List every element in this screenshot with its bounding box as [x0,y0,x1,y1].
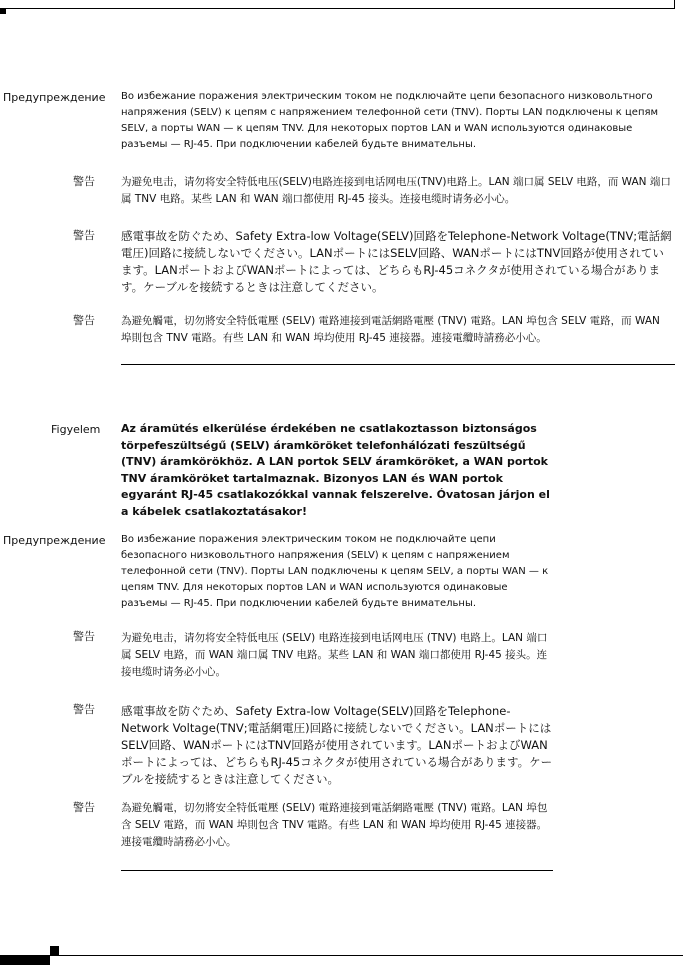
warning-label-zh-cn: 警告 [73,175,95,188]
warning-label-zh-cn-2: 警告 [73,630,95,643]
top-rule [0,8,675,9]
warning-label-ru: Предупреждение [3,91,106,104]
warning-text-ja: 感電事故を防ぐため、Safety Extra-low Voltage(SELV)回路をTelephone-Network Voltage(TNV;電話網電圧)回路に接続しないでください。LANポートにはSELV回路、WANポートにはTNV回路が使用されています。LANポートおよびWANポートによっては、どちらもRJ-45コネクタが使用されている場合があります。ケーブルを接続するときは注意してください。 [121,229,672,294]
warning-text-zh-tw-2: 為避免觸電，切勿將安全特低電壓 (SELV) 電路連接到電話網路電壓 (TNV) 電路。LAN 埠包含 SELV 電路，而 WAN 埠則包含 TNV 電路。有些 LAN 和 WAN 埠均使用 RJ-45 連接器。連接電纜時請務必小心。 [121,802,548,848]
warning-label-ja: 警告 [73,229,95,242]
warning-label-ru-2: Предупреждение [3,534,106,547]
top-tick [674,0,675,9]
warning-label-hu: Figyelem [51,423,101,436]
section-divider [121,364,675,365]
warning-text-zh-cn-2: 为避免电击，请勿将安全特低电压 (SELV) 电路连接到电话网电压 (TNV) 电路上。LAN 端口属 SELV 电路，而 WAN 端口属 TNV 电路。某些 LAN 和 WAN 端口都使用 RJ-45 接头。连接电缆时请务必小心。 [121,632,548,678]
footer-rule [0,955,683,956]
warning-label-ja-2: 警告 [73,703,95,716]
warning-text-ja-2: 感電事故を防ぐため、Safety Extra-low Voltage(SELV)回路をTelephone-Network Voltage(TNV;電話網電圧)回路に接続しないでください。LANポートにはSELV回路、WANポートにはTNV回路が使用されています。LANポートおよびWANポートによっては、どちらもRJ-45コネクタが使用されている場合があります。ケーブルを接続するときは注意してください。 [121,704,553,786]
warning-text-zh-cn: 为避免电击，请勿将安全特低电压(SELV)电路连接到电话网电压(TNV)电路上。LAN 端口属 SELV 电路，而 WAN 端口属 TNV 电路。某些 LAN 和 WAN 端口都使用 RJ-45 接头。连接电缆时请务必小心。 [121,176,671,205]
corner-mark [0,8,6,14]
warning-text-ru: Во избежание поражения электрическим током не подключайте цепи безопасного низковольтного напряжения (SELV) к цепям с напряжением телефонной сети (TNV). Порты LAN подключены к цепям SELV, а порты WAN — к цепям TNV. Для некоторых портов LAN и WAN используются одинаковые разъемы — RJ-45. При подключении кабелей будьте внимательны. [121,91,659,150]
section-divider-2 [121,870,553,871]
warning-label-zh-tw-2: 警告 [73,801,95,814]
warning-label-zh-tw: 警告 [73,314,95,327]
warning-text-ru-2: Во избежание поражения электрическим током не подключайте цепи безопасного низковольтного напряжения (SELV) к цепям с напряжением телефонной сети (TNV). Порты LAN подключены к цепям SELV, а порты WAN — к цепям TNV. Для некоторых портов LAN и WAN используются одинаковые разъемы — RJ-45. При подключении кабелей будьте внимательны. [121,534,549,609]
footer-bar [0,956,50,965]
warning-text-hu: Az áramütés elkerülése érdekében ne csatlakoztasson biztonságos törpefeszültségű (SELV) áramköröket telefonhálózati feszültségű (TNV) áramkörökhöz. A LAN portok SELV áramköröket, a WAN portok TNV áramköröket tartalmaznak. Bizonyos LAN és WAN portok egyaránt RJ-45 csatlakozókkal vannak felszerelve. Óvatosan járjon el a kábelek csatlakoztatásakor! [121,422,550,518]
footer-square [50,946,59,955]
warning-text-zh-tw: 為避免觸電，切勿將安全特低電壓 (SELV) 電路連接到電話網路電壓 (TNV) 電路。LAN 埠包含 SELV 電路，而 WAN 埠則包含 TNV 電路。有些 LAN 和 WAN 埠均使用 RJ-45 連接器。連接電纜時請務必小心。 [121,315,660,344]
